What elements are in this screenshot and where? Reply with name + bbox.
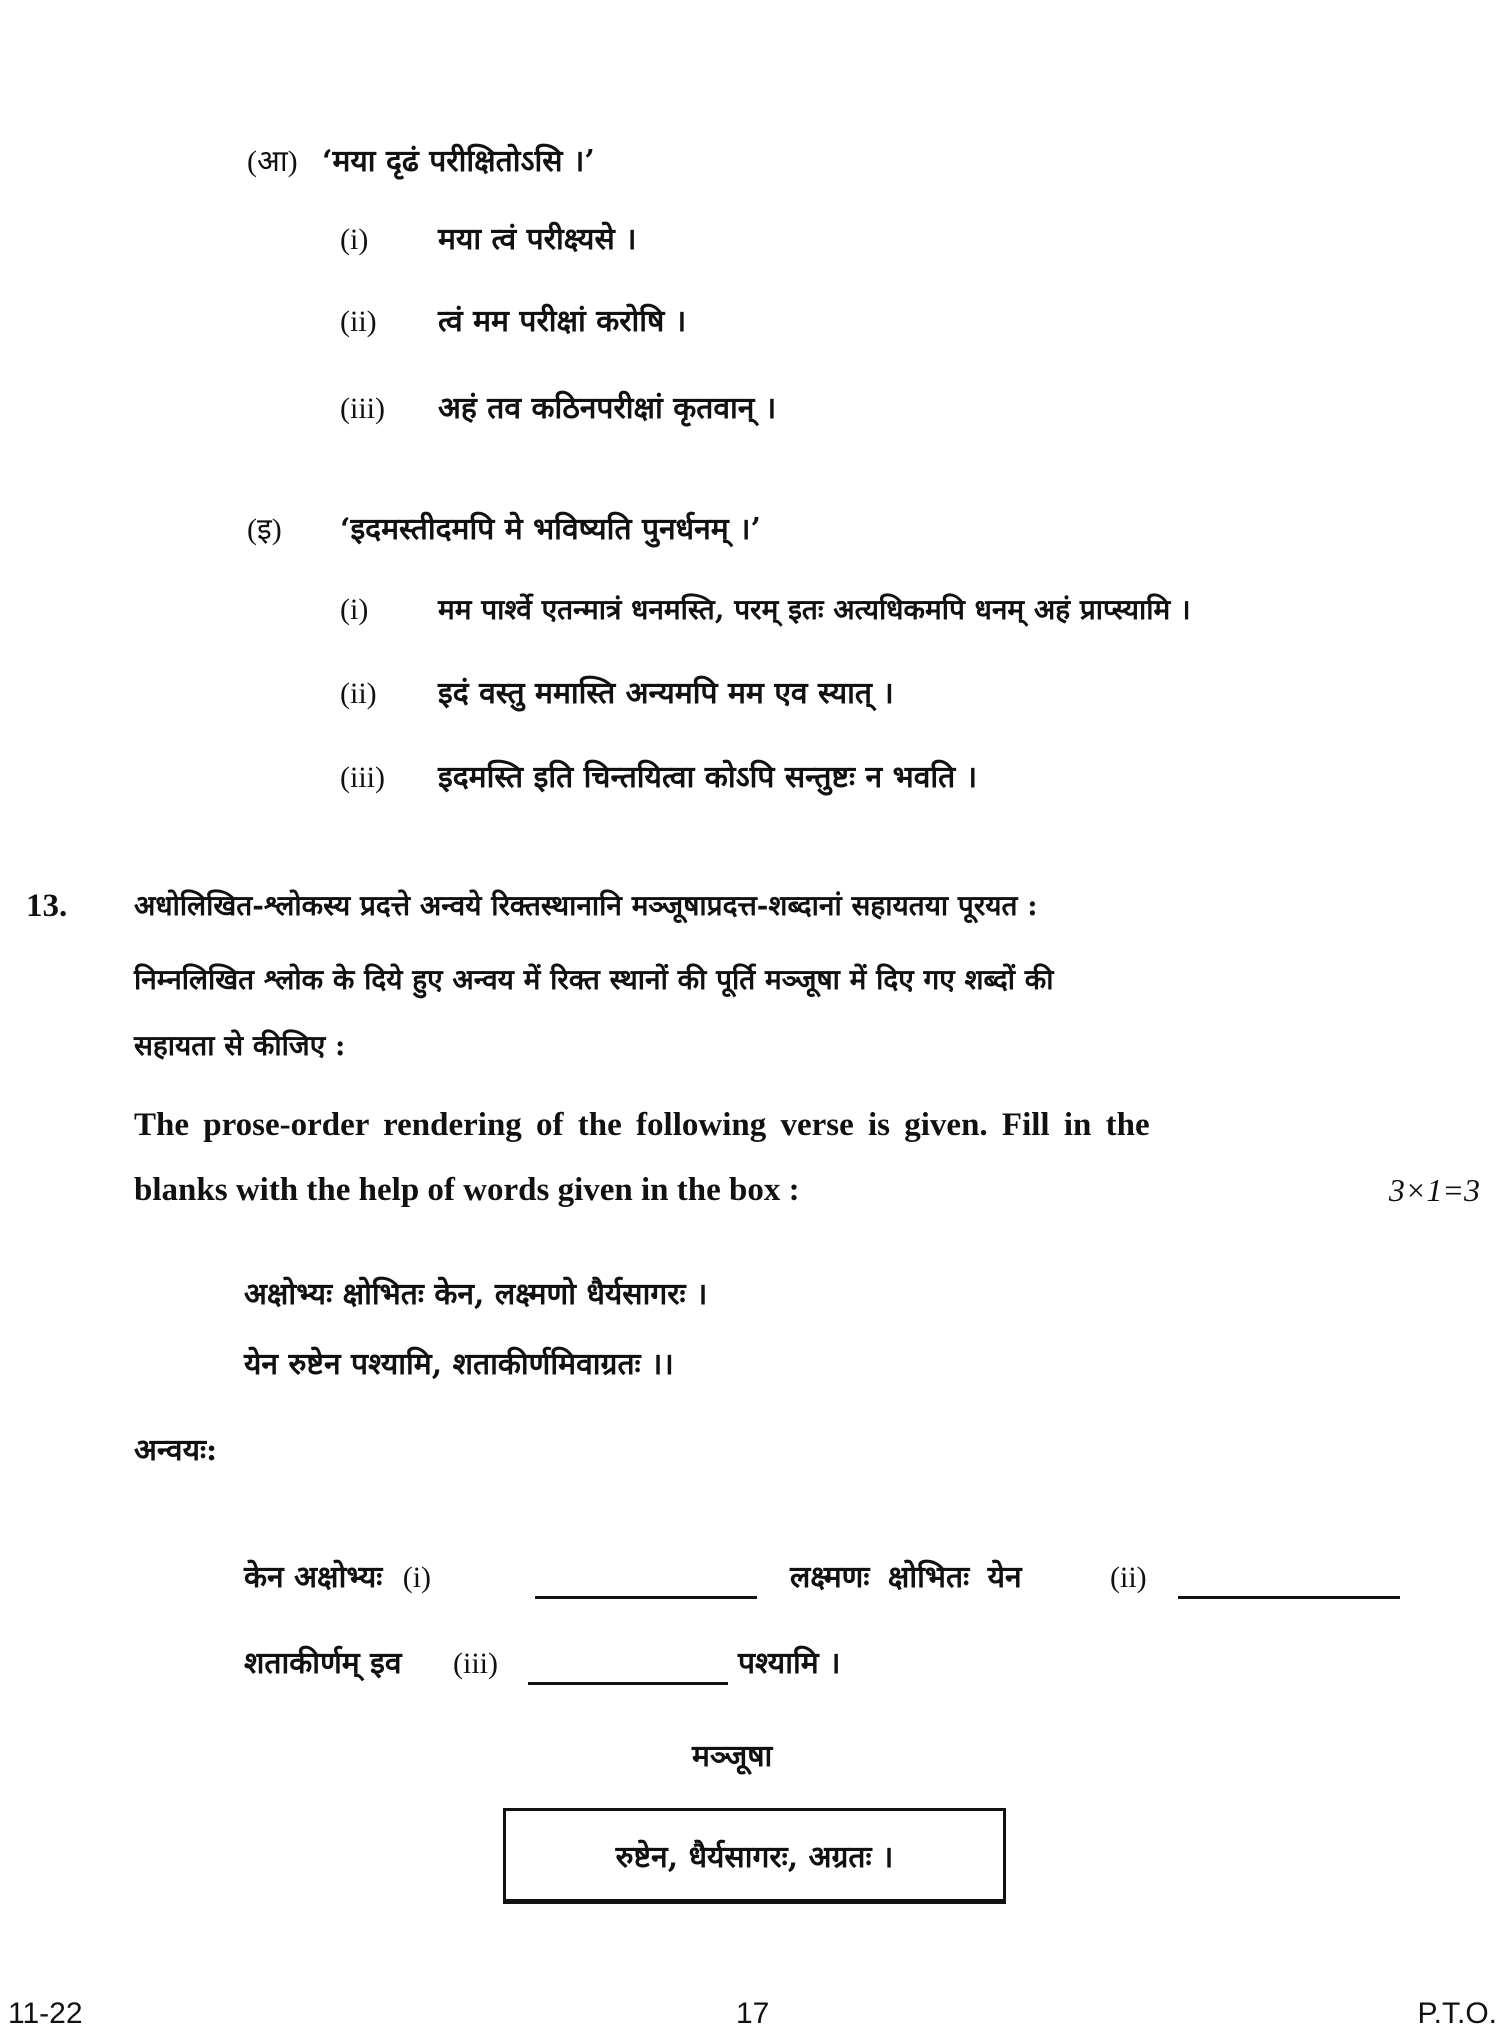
option-label: (ii) <box>340 305 377 338</box>
option-text: इदमस्ति इति चिन्तयित्वा कोऽपि सन्तुष्टः न भवति । <box>438 760 978 795</box>
option-text: त्वं मम परीक्षां करोषि । <box>438 304 687 339</box>
subquestion-quote: ‘मया दृढं परीक्षितोऽसि ।’ <box>322 144 595 179</box>
question-hindi: सहायता से कीजिए : <box>134 1029 346 1062</box>
subquestion-label: (इ) <box>247 513 282 546</box>
anvaya-text: केन अक्षोभ्यः <box>244 1560 383 1595</box>
anvaya-text: पश्यामि । <box>738 1646 841 1681</box>
page-number: 17 <box>736 1997 770 2030</box>
pto-label: P.T.O. <box>1417 1997 1497 2030</box>
question-sanskrit: अधोलिखित-श्लोकस्य प्रदत्ते अन्वये रिक्तस्थानानि मञ्जूषाप्रदत्त-शब्दानां सहायतया पूरयत : <box>134 889 1038 922</box>
subquestion-label: (आ) <box>247 145 298 178</box>
box-title: मञ्जूषा <box>692 1739 773 1774</box>
word-box-words: रुष्टेन, धैर्यसागरः, अग्रतः । <box>615 1839 894 1875</box>
verse-line: अक्षोभ्यः क्षोभितः केन, लक्ष्मणो धैर्यसागरः । <box>244 1277 708 1312</box>
question-number: 13. <box>26 888 68 924</box>
option-text: इदं वस्तु ममास्ति अन्यमपि मम एव स्यात् । <box>438 676 894 711</box>
word-box <box>503 1808 1006 1904</box>
question-english: The prose-order rendering of the following verse is given. Fill in the <box>134 1107 1150 1143</box>
marks: 3×1=3 <box>1388 1172 1480 1208</box>
anvaya-text: लक्ष्मणः क्षोभितः येन <box>790 1560 1022 1595</box>
option-label: (iii) <box>340 392 385 425</box>
blank-label: (ii) <box>1110 1561 1147 1594</box>
option-label: (iii) <box>340 761 385 794</box>
anvaya-text: शताकीर्णम् इव <box>244 1646 402 1681</box>
option-label: (ii) <box>340 677 377 710</box>
option-text: मया त्वं परीक्ष्यसे । <box>438 222 637 257</box>
question-english: blanks with the help of words given in the box : <box>134 1172 800 1208</box>
blank-ii[interactable] <box>1178 1570 1400 1599</box>
anvaya-label: अन्वयः: <box>134 1433 218 1468</box>
question-hindi: निम्नलिखित श्लोक के दिये हुए अन्वय में रिक्त स्थानों की पूर्ति मञ्जूषा में दिए गए शब्दों की <box>134 963 1054 996</box>
option-label: (i) <box>340 223 369 256</box>
anvaya-line-1 <box>244 1558 431 1598</box>
blank-iii[interactable] <box>528 1656 728 1685</box>
option-text: अहं तव कठिनपरीक्षां कृतवान् । <box>438 391 777 426</box>
subquestion-quote: ‘इदमस्तीदमपि मे भविष्यति पुनर्धनम् ।’ <box>340 512 761 547</box>
blank-i[interactable] <box>535 1570 757 1599</box>
option-label: (i) <box>340 593 369 626</box>
blank-label: (iii) <box>453 1647 498 1680</box>
blank-label: (i) <box>402 1561 432 1594</box>
verse-line: येन रुष्टेन पश्यामि, शताकीर्णमिवाग्रतः ।। <box>244 1347 674 1382</box>
option-text: मम पार्श्वे एतन्मात्रं धनमस्ति, परम् इतः अत्यधिकमपि धनम् अहं प्राप्स्यामि । <box>438 593 1191 626</box>
footer-code: 11-22 <box>8 1997 83 2030</box>
anvaya-label-text: अन्वयः <box>134 1433 207 1468</box>
